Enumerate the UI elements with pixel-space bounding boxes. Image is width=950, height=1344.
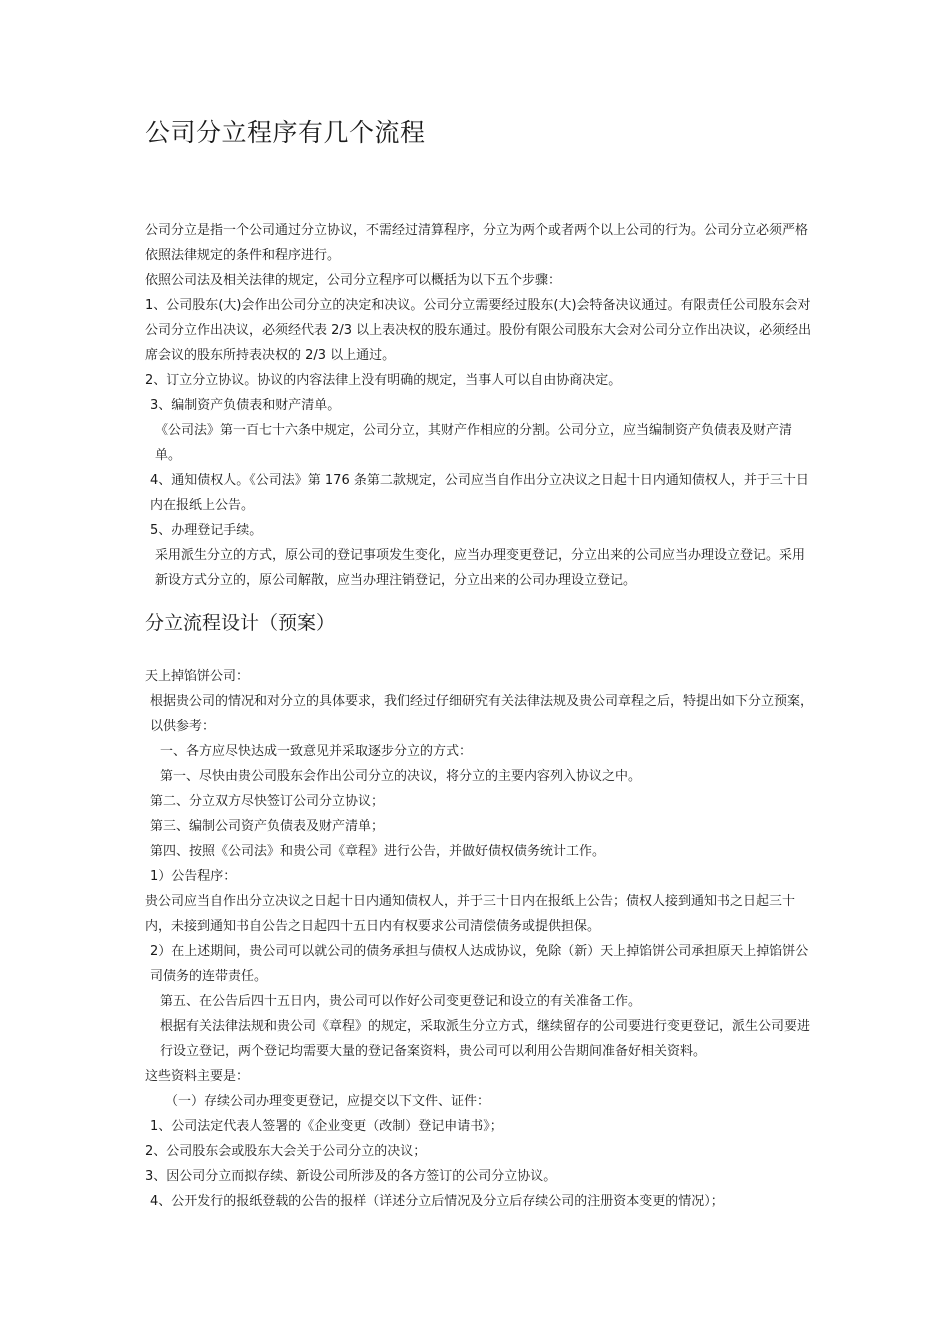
paragraph: 2）在上述期间，贵公司可以就公司的债务承担与债权人达成协议，免除（新）天上掉馅饼公司承担原天上掉馅饼公司债务的连带责任。 xyxy=(150,944,809,984)
section-overview xyxy=(145,218,813,593)
paragraph: 第二、分立双方尽快签订公司分立协议； xyxy=(150,794,385,809)
paragraph: 依照公司法及相关法律的规定，公司分立程序可以概括为以下五个步骤： xyxy=(145,273,562,288)
paragraph: 1、公司股东(大)会作出公司分立的决定和决议。公司分立需要经过股东(大)会特备决议通过。有限责任公司股东会对公司分立作出决议，必须经代表 2/3 以上表决权的股东通过。股份有限公司股东大会对公司分立作出决议，必须经出席会议的股东所持表决权的 2/3 以上通过。 xyxy=(145,298,812,363)
paragraph: 贵公司应当自作出分立决议之日起十日内通知债权人，并于三十日内在报纸上公告；债权人接到通知书之日起三十内，未接到通知书自公告之日起四十五日内有权要求公司清偿债务或提供担保。 xyxy=(145,894,796,934)
paragraph: 第五、在公告后四十五日内，贵公司可以作好公司变更登记和设立的有关准备工作。 xyxy=(160,994,642,1009)
paragraph: 3、编制资产负债表和财产清单。 xyxy=(150,398,341,413)
section-heading: 分立流程设计（预案） xyxy=(145,612,336,634)
paragraph: 2、公司股东会或股东大会关于公司分立的决议； xyxy=(145,1144,427,1159)
paragraph: 1）公告程序： xyxy=(150,869,237,884)
paragraph: 第四、按照《公司法》和贵公司《章程》进行公告，并做好债权债务统计工作。 xyxy=(150,844,606,859)
paragraph: 采用派生分立的方式，原公司的登记事项发生变化，应当办理变更登记，分立出来的公司应当办理设立登记。采用新设方式分立的，原公司解散，应当办理注销登记，分立出来的公司办理设立登记。 xyxy=(155,548,806,588)
paragraph: 4、公开发行的报纸登载的公告的报样（详述分立后情况及分立后存续公司的注册资本变更的情况）； xyxy=(150,1194,724,1209)
paragraph: 根据贵公司的情况和对分立的具体要求，我们经过仔细研究有关法律法规及贵公司章程之后，特提出如下分立预案，以供参考： xyxy=(150,694,814,734)
page-title: 公司分立程序有几个流程 xyxy=(145,118,426,147)
paragraph: （一）存续公司办理变更登记，应提交以下文件、证件： xyxy=(165,1094,491,1109)
paragraph: 第三、编制公司资产负债表及财产清单； xyxy=(150,819,385,834)
paragraph: 2、订立分立协议。协议的内容法律上没有明确的规定，当事人可以自由协商决定。 xyxy=(145,373,622,388)
section-plan xyxy=(145,664,813,1214)
paragraph: 第一、尽快由贵公司股东会作出公司分立的决议，将分立的主要内容列入协议之中。 xyxy=(160,769,642,784)
paragraph: 《公司法》第一百七十六条中规定，公司分立，其财产作相应的分割。公司分立，应当编制资产负债表及财产清单。 xyxy=(155,423,793,463)
paragraph: 3、因公司分立而拟存续、新设公司所涉及的各方签订的公司分立协议。 xyxy=(145,1169,557,1184)
paragraph: 5、办理登记手续。 xyxy=(150,523,263,538)
paragraph: 1、公司法定代表人签署的《企业变更（改制）登记申请书》； xyxy=(150,1119,503,1134)
paragraph: 这些资料主要是： xyxy=(145,1069,250,1084)
paragraph: 天上掉馅饼公司： xyxy=(145,669,250,684)
paragraph: 公司分立是指一个公司通过分立协议，不需经过清算程序，分立为两个或者两个以上公司的行为。公司分立必须严格依照法律规定的条件和程序进行。 xyxy=(145,223,809,263)
paragraph: 4、通知债权人。《公司法》第 176 条第二款规定，公司应当自作出分立决议之日起十日内通知债权人，并于三十日内在报纸上公告。 xyxy=(150,473,809,513)
paragraph: 根据有关法律法规和贵公司《章程》的规定，采取派生分立方式，继续留存的公司要进行变更登记，派生公司要进行设立登记，两个登记均需要大量的登记备案资料，贵公司可以利用公告期间准备好相关资料。 xyxy=(160,1019,811,1059)
paragraph: 一、各方应尽快达成一致意见并采取逐步分立的方式： xyxy=(160,744,473,759)
